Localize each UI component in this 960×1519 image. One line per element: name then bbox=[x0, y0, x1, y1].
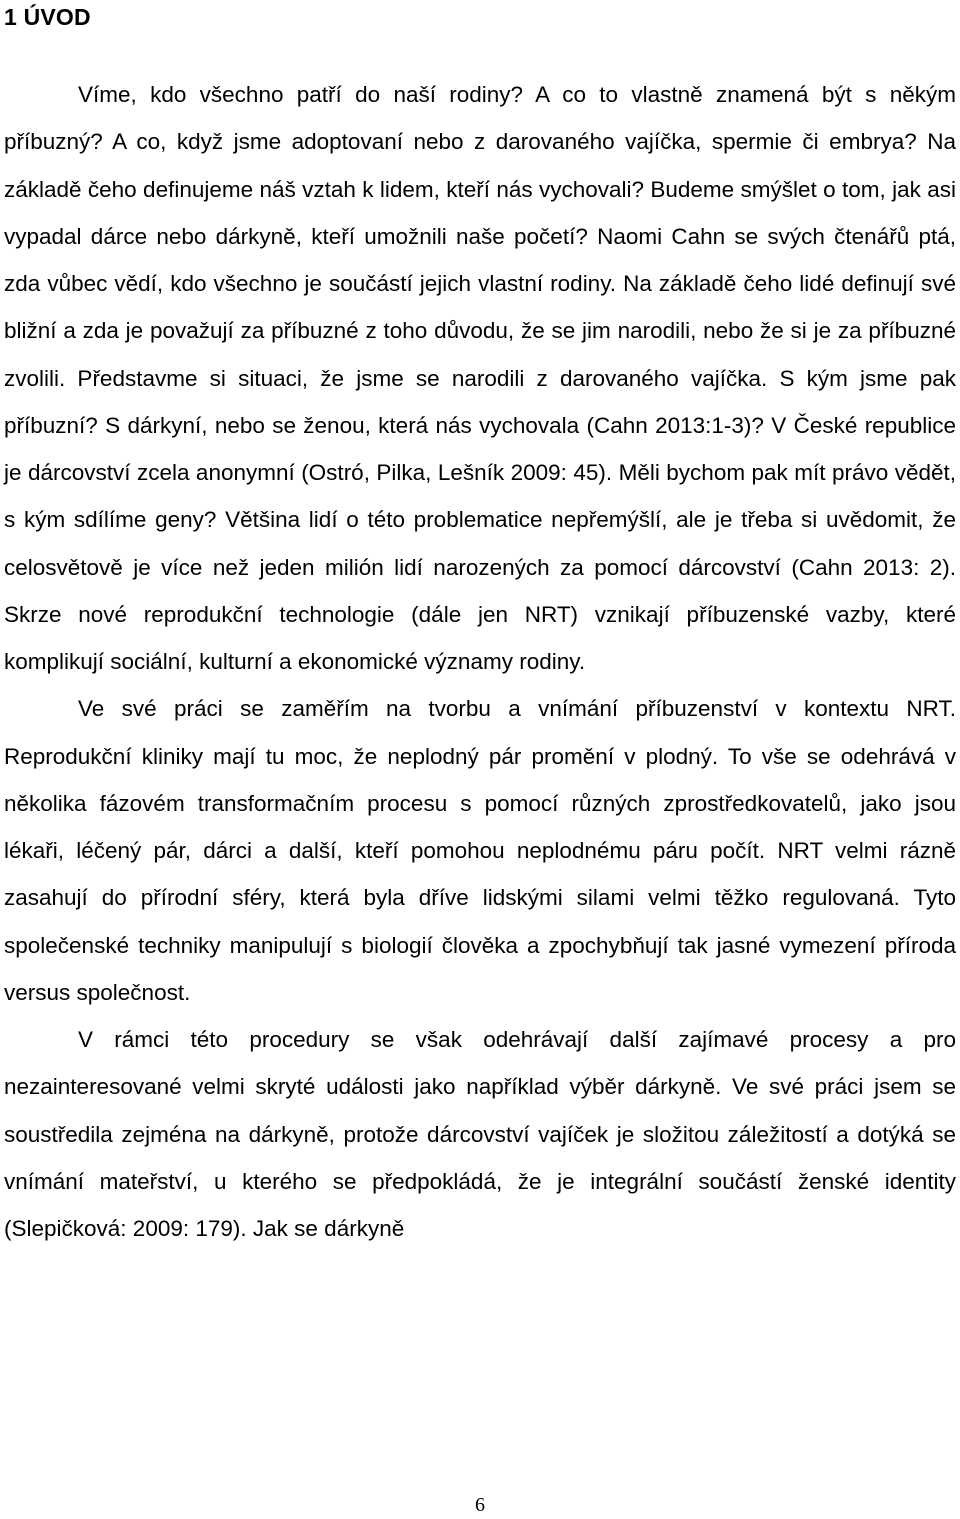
chapter-heading: 1 ÚVOD bbox=[4, 4, 91, 30]
page-number: 6 bbox=[475, 1494, 485, 1516]
paragraph-3: V rámci této procedury se však odehrávají další zajímavé procesy a pro nezainteresované velmi skryté události jako například výběr dárkyně. Ve své práci jsem se soustředila zejména na dárkyně, protože dárcovství vajíček je složitou záležitostí a dotýká se vnímání mateřství, u kterého se předpokládá, že je integrální součástí ženské identity (Slepičková: 2009: 179). Jak se dárkyně bbox=[4, 1027, 956, 1241]
body-text bbox=[4, 71, 956, 1252]
paragraph-2: Ve své práci se zaměřím na tvorbu a vnímání příbuzenství v kontextu NRT. Reprodukční kliniky mají tu moc, že neplodný pár promění v plodný. To vše se odehrává v několika fázovém transformačním procesu s pomocí různých zprostředkovatelů, jako jsou lékaři, léčený pár, dárci a další, kteří pomohou neplodnému páru počít. NRT velmi rázně zasahují do přírodní sféry, která byla dříve lidskými silami velmi těžko regulovaná. Tyto společenské techniky manipulují s biologií člověka a zpochybňují tak jasné vymezení příroda versus společnost. bbox=[4, 696, 956, 1005]
paragraph-1: Víme, kdo všechno patří do naší rodiny? A co to vlastně znamená být s někým příbuzný? A co, když jsme adoptovaní nebo z darovaného vajíčka, spermie či embrya? Na základě čeho definujeme náš vztah k lidem, kteří nás vychovali? Budeme smýšlet o tom, jak asi vypadal dárce nebo dárkyně, kteří umožnili naše početí? Naomi Cahn se svých čtenářů ptá, zda vůbec vědí, kdo všechno je součástí jejich vlastní rodiny. Na základě čeho lidé definují své bližní a zda je považují za příbuzné z toho důvodu, že se jim narodili, nebo že si je za příbuzné zvolili. Představme si situaci, že jsme se narodili z darovaného vajíčka. S kým jsme pak příbuzní? S dárkyní, nebo se ženou, která nás vychovala (Cahn 2013:1-3)? V České republice je dárcovství zcela anonymní (Ostró, Pilka, Lešník 2009: 45). Měli bychom pak mít právo vědět, s kým sdílíme geny? Většina lidí o této problematice nepřemýšlí, ale je třeba si uvědomit, že celosvětově je více než jeden milión lidí narozených za pomocí dárcovství (Cahn 2013: 2). Skrze nové reprodukční technologie (dále jen NRT) vznikají příbuzenské vazby, které komplikují sociální, kulturní a ekonomické významy rodiny. bbox=[4, 82, 956, 674]
